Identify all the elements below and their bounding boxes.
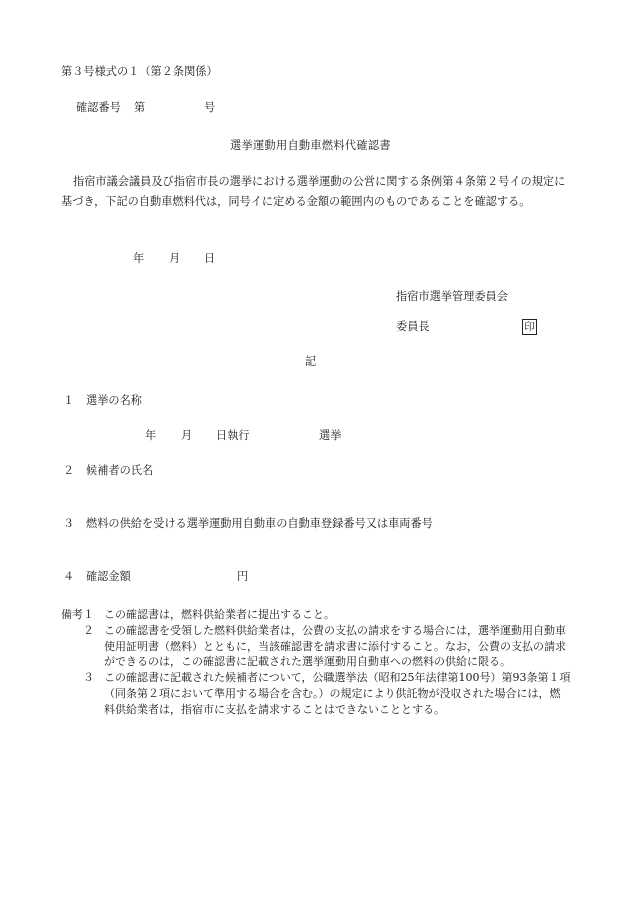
remark-text: この確認書は，燃料供給業者に提出すること。 — [104, 608, 335, 621]
seal-mark: 印 — [522, 319, 537, 335]
item-label: 選挙の名称 — [86, 394, 142, 407]
remark-label: ３ — [83, 671, 94, 685]
form-number: 第３号様式の１（第２条関係） — [61, 65, 218, 78]
item-number: ３ — [63, 517, 75, 530]
item-number: ２ — [63, 464, 75, 477]
document-title: 選挙運動用自動車燃料代確認書 — [230, 139, 391, 152]
remark-item — [61, 607, 571, 623]
remark-text: この確認書を受領した燃料供給業者は，公費の支払の請求をする場合には，選挙運動用自動車使用証明書（燃料）とともに，当該確認書を請求書に添付すること。なお，公費の支払の請求ができるのは，この確認書に記載された選挙運動用自動車への燃料の供給に限る。 — [104, 623, 566, 669]
remarks — [61, 607, 571, 718]
date-day: 日 — [204, 252, 216, 265]
election-month: 月 — [181, 429, 193, 442]
item-number: １ — [63, 394, 75, 407]
date-month: 月 — [169, 252, 181, 265]
remark-label: ２ — [83, 623, 94, 637]
remark-item — [61, 670, 571, 717]
election-suffix: 選挙 — [319, 429, 342, 442]
amount-unit: 円 — [237, 570, 249, 583]
item-label: 候補者の氏名 — [86, 464, 154, 477]
confirmation-suffix: 号 — [204, 101, 216, 114]
item-label: 燃料の供給を受ける選挙運動用自動車の自動車登録番号又は車両番号 — [86, 517, 433, 530]
election-year: 年 — [145, 429, 157, 442]
issuer-org: 指宿市選挙管理委員会 — [396, 290, 508, 303]
issuer-role: 委員長 — [396, 320, 430, 333]
ki-heading: 記 — [305, 355, 317, 368]
confirmation-prefix: 第 — [134, 101, 146, 114]
date-year: 年 — [133, 252, 145, 265]
confirmation-label: 確認番号 — [76, 101, 121, 114]
remark-item — [61, 623, 571, 670]
intro-paragraph: 指宿市議会議員及び指宿市長の選挙における選挙運動の公営に関する条例第４条第２号イの規定に基づき，下記の自動車燃料代は，同号イに定める金額の範囲内のものであることを確認する。 — [61, 175, 566, 208]
remark-text: この確認書に記載された候補者について，公職選挙法（昭和25年法律第100号）第93条第１項（同条第２項において準用する場合を含む。）の規定により供託物が没収された場合には，燃料供給業者は，指宿市に支払を請求することはできないこととする。 — [104, 671, 571, 716]
election-day: 日執行 — [216, 429, 250, 442]
remark-label: 備考１ — [61, 608, 94, 621]
item-label: 確認金額 — [86, 570, 131, 583]
item-number: ４ — [63, 570, 75, 583]
